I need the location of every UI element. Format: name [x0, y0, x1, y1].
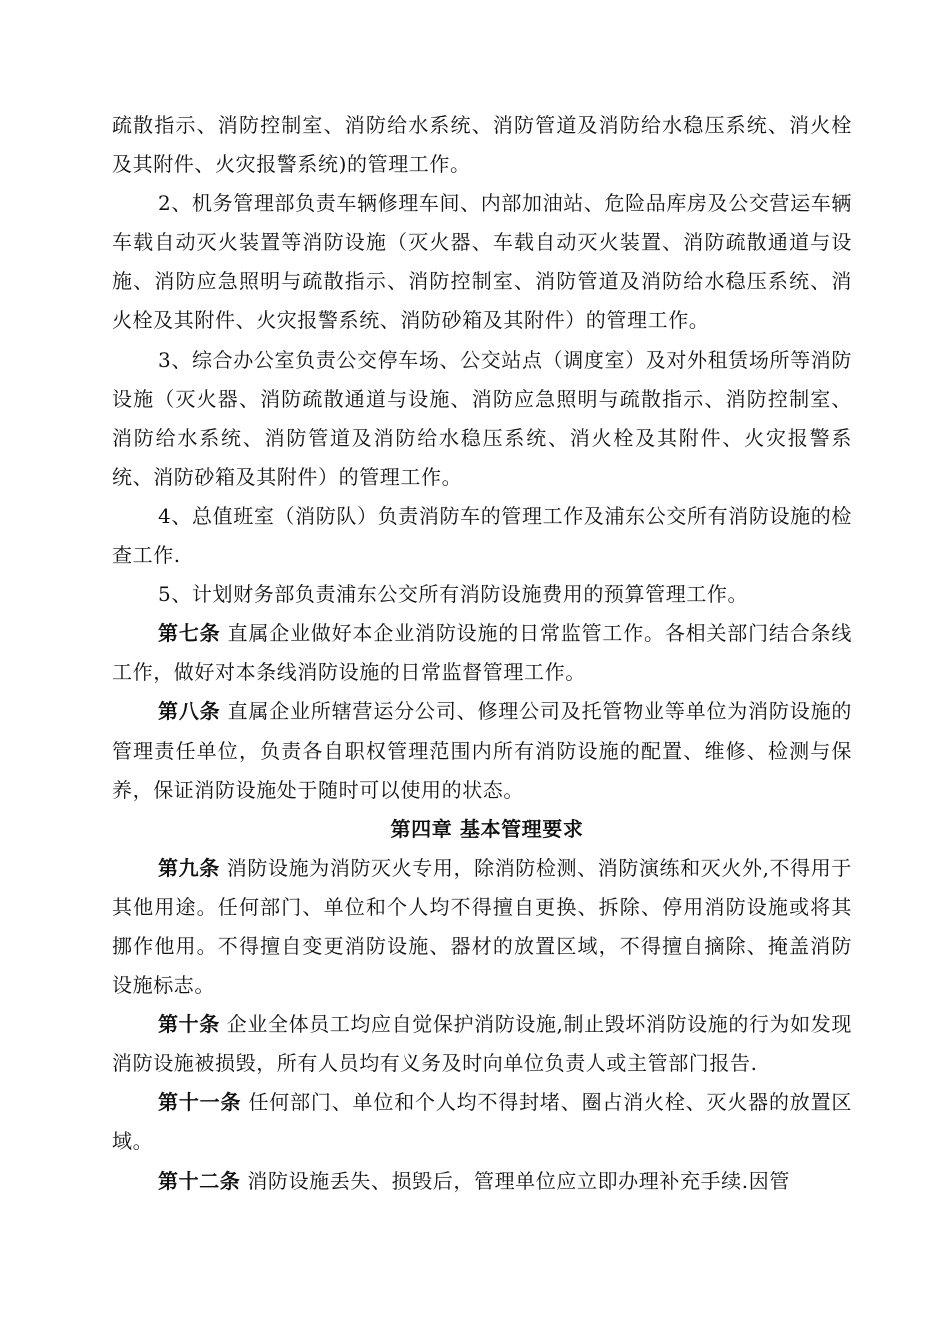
article-8 [112, 692, 852, 809]
article-9-label: 第九条 [158, 855, 220, 880]
chapter-4-heading: 第四章 基本管理要求 [390, 816, 584, 841]
article-12-text: 消防设施丢失、损毁后，管理单位应立即办理补充手续.因管 [240, 1168, 790, 1193]
article-7-text: 直属企业做好本企业消防设施的日常监管工作。各相关部门结合条线工作，做好对本条线消防设施的日常监督管理工作。 [112, 621, 852, 685]
document-body [112, 106, 852, 1201]
paragraph-item-3: 3、综合办公室负责公交停车场、公交站点（调度室）及对外租赁场所等消防设施（灭火器、消防疏散通道与设施、消防应急照明与疏散指示、消防控制室、消防给水系统、消防管道及消防给水稳压系统、消火栓及其附件、火灾报警系统、消防砂箱及其附件）的管理工作。 [112, 347, 852, 489]
article-11 [112, 1083, 852, 1161]
paragraph-item-5: 5、计划财务部负责浦东公交所有消防设施费用的预算管理工作。 [158, 582, 749, 607]
article-9 [112, 849, 852, 1005]
paragraph-item-4: 4、总值班室（消防队）负责消防车的管理工作及浦东公交所有消防设施的检查工作. [112, 503, 852, 568]
article-7 [112, 614, 852, 692]
article-8-label: 第八条 [158, 699, 221, 724]
article-9-text: 消防设施为消防灭火专用，除消防检测、消防演练和灭火外,不得用于其他用途。任何部门、单位和个人均不得擅自更换、拆除、停用消防设施或将其挪作他用。不得擅自变更消防设施、器材的放置区域，不得擅自摘除、掩盖消防设施标志。 [112, 855, 852, 998]
article-11-label: 第十一条 [158, 1090, 242, 1115]
article-12 [112, 1162, 852, 1201]
paragraph-continuation: 疏散指示、消防控制室、消防给水系统、消防管道及消防给水稳压系统、消火栓及其附件、火灾报警系统)的管理工作。 [112, 113, 852, 177]
article-10-label: 第十条 [158, 1012, 220, 1037]
article-12-label: 第十二条 [158, 1168, 241, 1193]
article-8-text: 直属企业所辖营运分公司、修理公司及托管物业等单位为消防设施的管理责任单位，负责各自职权管理范围内所有消防设施的配置、维修、检测与保养，保证消防设施处于随时可以使用的状态。 [112, 699, 852, 802]
paragraph-item-2: 2、机务管理部负责车辆修理车间、内部加油站、危险品库房及公交营运车辆车载自动灭火装置等消防设施（灭火器、车载自动灭火装置、消防疏散通道与设施、消防应急照明与疏散指示、消防控制室、消防管道及消防给水稳压系统、消火栓及其附件、火灾报警系统、消防砂箱及其附件）的管理工作。 [112, 191, 852, 333]
article-11-text: 任何部门、单位和个人均不得封堵、圈占消火栓、灭火器的放置区域。 [112, 1090, 852, 1154]
article-10 [112, 1005, 852, 1083]
article-7-label: 第七条 [158, 621, 221, 646]
article-10-text: 企业全体员工均应自觉保护消防设施,制止毁坏消防设施的行为如发现消防设施被损毁，所有人员均有义务及时向单位负责人或主管部门报告. [112, 1012, 852, 1076]
